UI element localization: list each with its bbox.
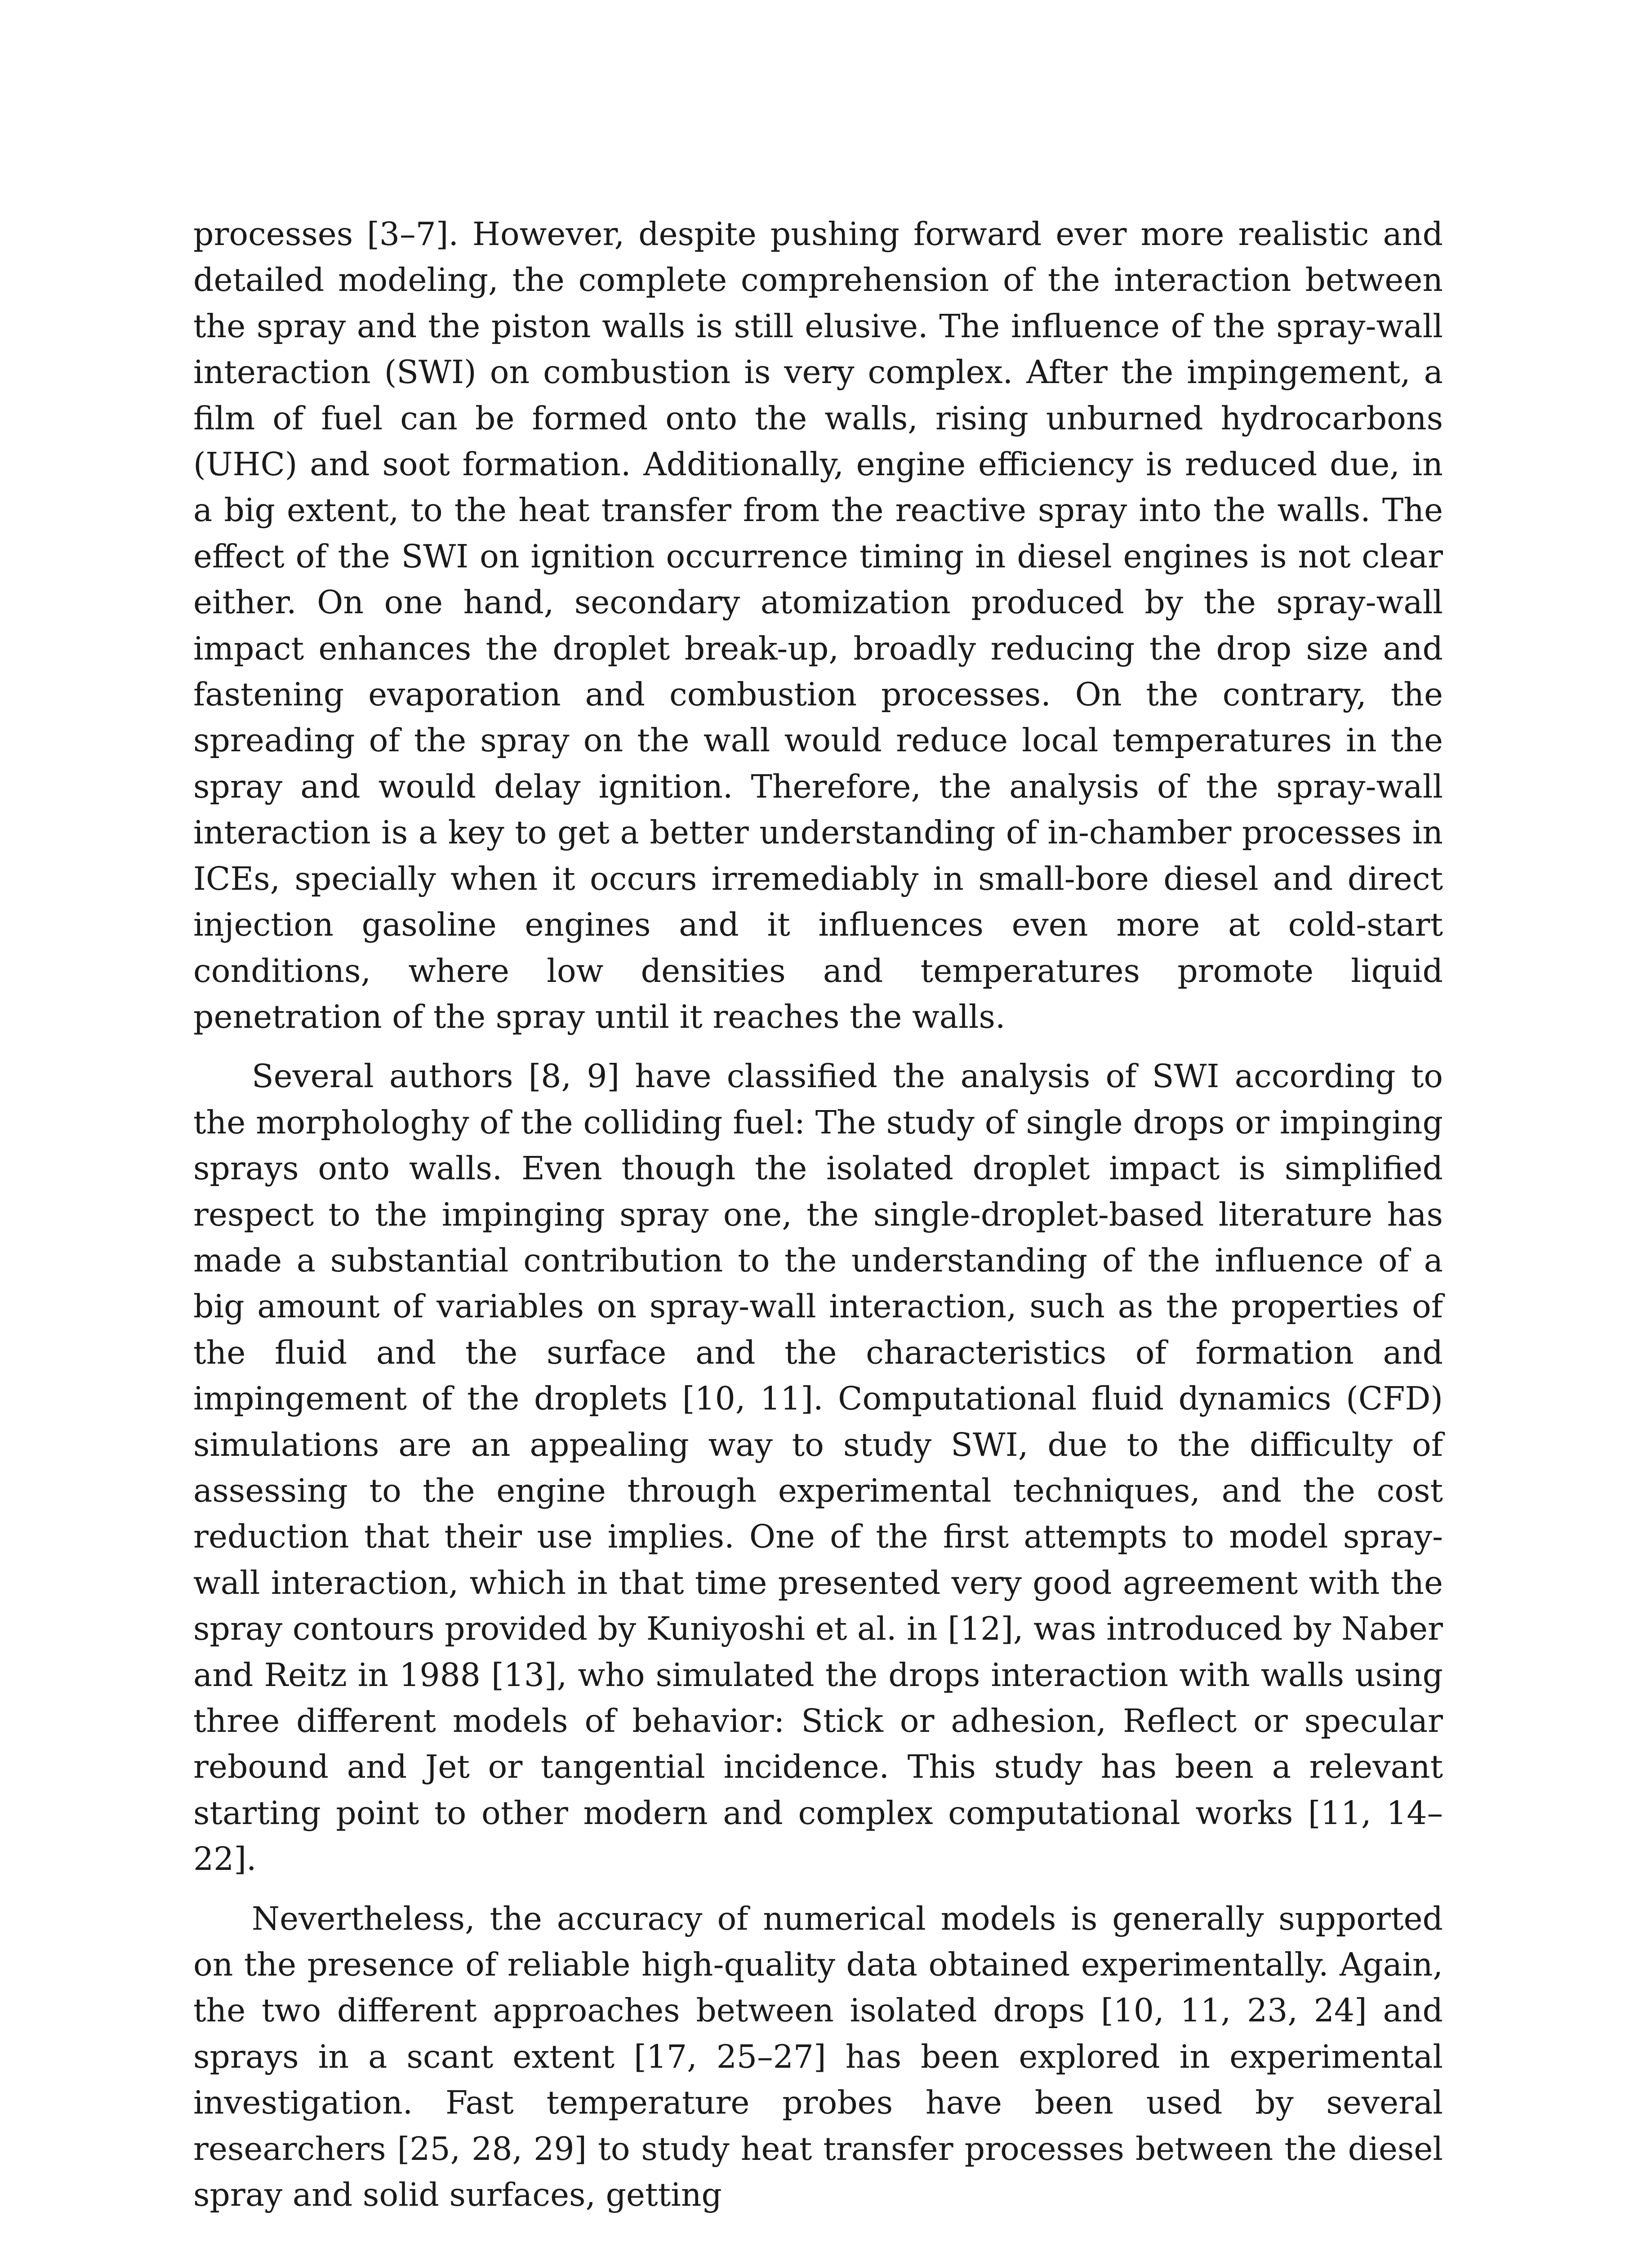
- body-text: [193, 211, 1443, 2231]
- paragraph-2: Several authors [8, 9] have classified the analysis of SWI according to the morphologhy of the colliding fuel: The study of single drops or impinging sprays onto walls. Even though the isolated droplet impact is simplified respect to the impinging spray one, the single-droplet-based literature has made a substantial contribution to the understanding of the influence of a big amount of variables on spray-wall interaction, such as the properties of the fluid and the surface and the characteristics of formation and impingement of the droplets [10, 11]. Computational fluid dynamics (CFD) simulations are an appealing way to study SWI, due to the difficulty of assessing to the engine through experimental techniques, and the cost reduction that their use implies. One of the first attempts to model spray-wall interaction, which in that time presented very good agreement with the spray contours provided by Kuniyoshi et al. in [12], was introduced by Naber and Reitz in 1988 [13], who simulated the drops interaction with walls using three different models of behavior: Stick or adhesion, Reflect or specular rebound and Jet or tangential incidence. This study has been a relevant starting point to other modern and complex computational works [11, 14–22].: [193, 1057, 1443, 1878]
- paragraph-1: processes [3–7]. However, despite pushing forward ever more realistic and detailed modeling, the complete comprehension of the interaction between the spray and the piston walls is still elusive. The influence of the spray-wall interaction (SWI) on combustion is very complex. After the impingement, a film of fuel can be formed onto the walls, rising unburned hydrocarbons (UHC) and soot formation. Additionally, engine efficiency is reduced due, in a big extent, to the heat transfer from the reactive spray into the walls. The effect of the SWI on ignition occurrence timing in diesel engines is not clear either. On one hand, secondary atomization produced by the spray-wall impact enhances the droplet break-up, broadly reducing the drop size and fastening evaporation and combustion processes. On the contrary, the spreading of the spray on the wall would reduce local temperatures in the spray and would delay ignition. Therefore, the analysis of the spray-wall interaction is a key to get a better understanding of in-chamber processes in ICEs, specially when it occurs irremediably in small-bore diesel and direct injection gasoline engines and it influences even more at cold-start conditions, where low densities and temperatures promote liquid penetration of the spray until it reaches the walls.: [193, 215, 1443, 1035]
- paragraph-3: Nevertheless, the accuracy of numerical models is generally supported on the presence of reliable high-quality data obtained experimentally. Again, the two different approaches between isolated drops [10, 11, 23, 24] and sprays in a scant extent [17, 25–27] has been explored in experimental investigation. Fast temperature probes have been used by several researchers [25, 28, 29] to study heat transfer processes between the diesel spray and solid surfaces, getting: [193, 1900, 1443, 2214]
